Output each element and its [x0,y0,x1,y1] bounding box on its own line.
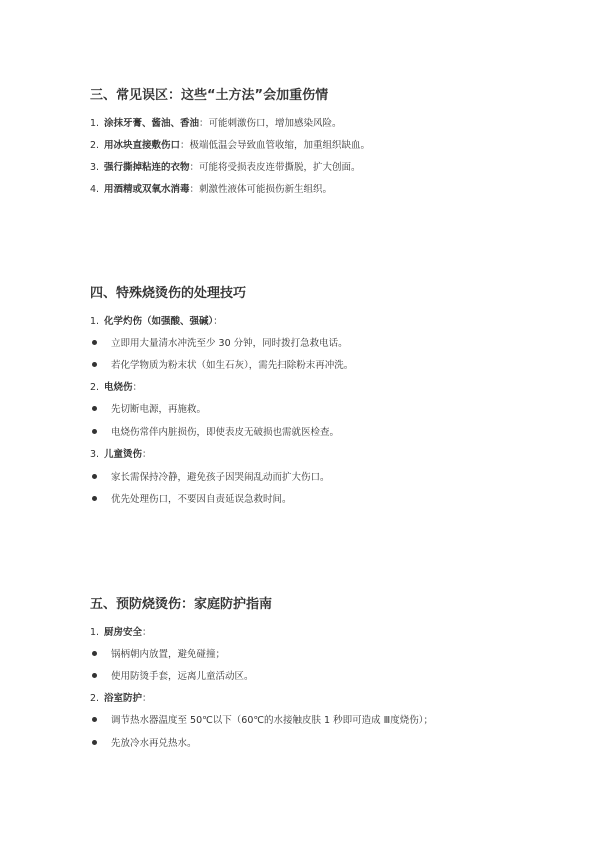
bullet-item [92,737,197,751]
bullet-text: 先切断电源，再施救。 [111,404,207,415]
bullet-text: 若化学物质为粉末状（如生石灰），需先扫除粉末再冲洗。 [111,360,354,371]
bullet-text: 立即用大量清水冲洗至少 30 分钟，同时拨打急救电话。 [111,338,348,349]
list-item-bold: 电烧伤 [104,382,133,393]
list-item-text: ： [132,382,143,393]
bullet-icon [92,362,97,367]
section3-title: 三、常见误区：这些“土方法”会加重伤情 [90,88,329,103]
list-item [90,117,342,131]
list-item [90,448,152,462]
bullet-icon [92,340,97,345]
list-item-text: ： [142,449,152,460]
bullet-icon [92,496,97,501]
bullet-icon [92,406,97,411]
list-item [90,381,142,395]
list-item-bold: 浴室防护 [104,693,143,704]
list-number: 1. [90,118,100,129]
list-item-bold: 儿童烫伤 [104,449,143,460]
list-number: 4. [90,184,100,195]
list-number: 2. [90,693,100,704]
list-number: 2. [90,382,100,393]
bullet-icon [92,651,97,656]
bullet-item [92,471,330,485]
list-item-bold: 化学灼伤（如强酸、强碱） [104,316,214,327]
bullet-text: 使用防烫手套，远离儿童活动区。 [111,671,254,682]
bullet-item [92,426,339,440]
list-number: 1. [90,316,100,327]
list-item [90,139,370,153]
list-item-bold: 涂抹牙膏、酱油、香油 [104,118,200,129]
list-item-text: ： [142,693,152,704]
bullet-icon [92,429,97,434]
bullet-icon [92,740,97,745]
list-item-text: ： [142,627,152,638]
bullet-item [92,337,348,351]
list-item-text: ：刺激性液体可能损伤新生组织。 [189,184,333,195]
bullet-text: 锅柄朝内放置，避免碰撞； [111,649,226,660]
bullet-text: 先放冷水再兑热水。 [111,738,197,749]
bullet-icon [92,474,97,479]
list-item-text: ： [213,316,223,327]
list-item-bold: 用酒精或双氧水消毒 [104,184,190,195]
list-number: 1. [90,627,100,638]
bullet-item [92,670,254,684]
list-item-bold: 用冰块直接敷伤口 [104,140,181,151]
list-item-bold: 强行撕掉粘连的衣物 [104,162,190,173]
bullet-item [92,403,206,417]
bullet-item [92,493,292,507]
bullet-text: 调节热水器温度至 50℃以下（60℃的水接触皮肤 1 秒即可造成 Ⅲ度烧伤）； [111,715,433,726]
bullet-icon [92,673,97,678]
bullet-text: 优先处理伤口，不要因自责延误急救时间。 [111,494,292,505]
list-number: 3. [90,449,100,460]
list-item [90,692,152,706]
bullet-text: 电烧伤常伴内脏损伤，即使表皮无破损也需就医检查。 [111,427,340,438]
bullet-item [92,714,433,728]
list-item [90,315,223,329]
list-item [90,161,361,175]
list-item-text: ：可能将受损表皮连带撕脱，扩大创面。 [189,162,361,173]
list-item [90,626,152,640]
list-number: 2. [90,140,100,151]
section4-title: 四、特殊烧烫伤的处理技巧 [90,286,247,301]
list-number: 3. [90,162,100,173]
list-item [90,183,332,197]
bullet-text: 家长需保持冷静，避免孩子因哭闹乱动而扩大伤口。 [111,472,330,483]
list-item-text: ：极端低温会导致血管收缩，加重组织缺血。 [180,140,371,151]
bullet-item [92,359,353,373]
bullet-item [92,648,225,662]
section5-title: 五、预防烧烫伤：家庭防护指南 [90,597,273,612]
list-item-bold: 厨房安全 [104,627,143,638]
list-item-text: ：可能刺激伤口，增加感染风险。 [199,118,342,129]
bullet-icon [92,717,97,722]
